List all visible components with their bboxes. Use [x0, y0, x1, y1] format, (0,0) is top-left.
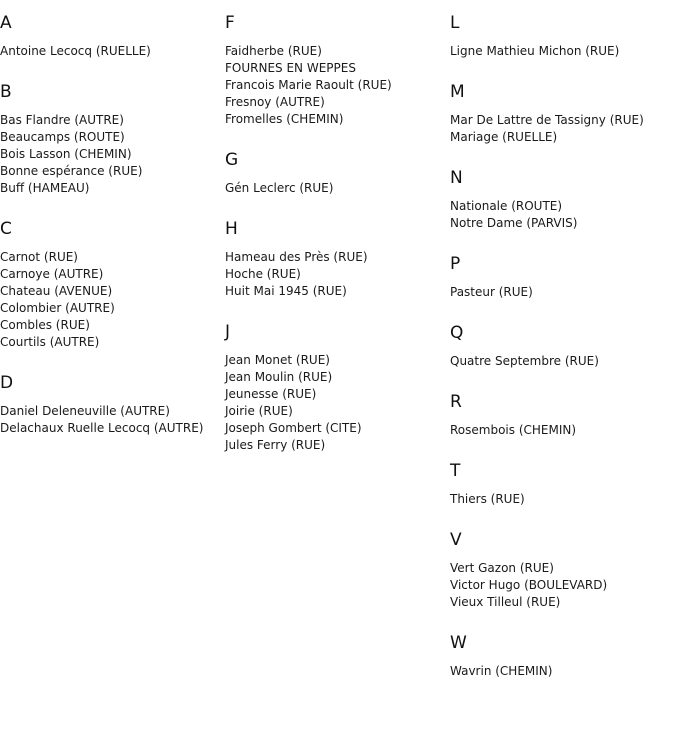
street-list	[450, 353, 675, 370]
list-item	[450, 43, 675, 60]
letter-heading: T	[450, 461, 461, 481]
street-list	[225, 249, 450, 300]
letter-group	[450, 13, 675, 60]
list-item	[450, 560, 675, 577]
letter-heading: F	[225, 13, 235, 33]
list-item	[0, 266, 225, 283]
list-item	[450, 663, 675, 680]
street-link[interactable]: Nationale (ROUTE)	[450, 199, 563, 213]
street-link[interactable]: Notre Dame (PARVIS)	[450, 216, 578, 230]
list-item	[225, 352, 450, 369]
street-list	[0, 249, 225, 351]
street-link[interactable]: Pasteur (RUE)	[450, 285, 533, 299]
street-list	[0, 43, 225, 60]
street-link[interactable]: Bois Lasson (CHEMIN)	[0, 147, 132, 161]
street-list	[225, 352, 450, 454]
letter-heading: D	[0, 373, 14, 393]
street-link[interactable]: Hoche (RUE)	[225, 267, 301, 281]
list-item	[0, 146, 225, 163]
street-list	[450, 560, 675, 611]
street-link[interactable]: Bas Flandre (AUTRE)	[0, 113, 124, 127]
list-item	[0, 112, 225, 129]
letter-heading: P	[450, 254, 461, 274]
street-link[interactable]: Carnot (RUE)	[0, 250, 78, 264]
street-list	[450, 422, 675, 439]
street-link[interactable]: Courtils (AUTRE)	[0, 335, 100, 349]
street-link[interactable]: Joirie (RUE)	[225, 404, 293, 418]
list-item	[225, 266, 450, 283]
letter-heading: B	[0, 82, 12, 102]
street-link[interactable]: Combles (RUE)	[0, 318, 90, 332]
index-column	[0, 0, 225, 459]
street-link[interactable]: Bonne espérance (RUE)	[0, 164, 143, 178]
letter-group	[450, 82, 675, 146]
letter-group	[450, 530, 675, 611]
letter-heading: L	[450, 13, 460, 33]
list-item	[450, 491, 675, 508]
letter-group	[0, 373, 225, 437]
street-link[interactable]: Huit Mai 1945 (RUE)	[225, 284, 347, 298]
street-link[interactable]: Gén Leclerc (RUE)	[225, 181, 334, 195]
letter-heading: V	[450, 530, 462, 550]
street-link[interactable]: Fromelles (CHEMIN)	[225, 112, 344, 126]
letter-heading: C	[0, 219, 12, 239]
letter-group	[450, 392, 675, 439]
letter-heading: N	[450, 168, 463, 188]
letter-heading: A	[0, 13, 12, 33]
street-link[interactable]: Francois Marie Raoult (RUE)	[225, 78, 392, 92]
letter-group	[0, 13, 225, 60]
list-item	[0, 180, 225, 197]
list-item	[0, 334, 225, 351]
street-list	[225, 43, 450, 128]
street-link[interactable]: Antoine Lecocq (RUELLE)	[0, 44, 151, 58]
letter-group	[0, 82, 225, 197]
list-item	[450, 577, 675, 594]
letter-heading: W	[450, 633, 467, 653]
list-item	[450, 422, 675, 439]
list-item	[225, 369, 450, 386]
street-link[interactable]: Rosembois (CHEMIN)	[450, 423, 577, 437]
list-item	[450, 594, 675, 611]
letter-heading: M	[450, 82, 465, 102]
letter-group	[225, 322, 450, 454]
list-item	[0, 43, 225, 60]
street-link[interactable]: Thiers (RUE)	[450, 492, 525, 506]
list-item	[225, 249, 450, 266]
street-list	[450, 284, 675, 301]
list-item	[0, 317, 225, 334]
list-item	[450, 284, 675, 301]
street-list	[450, 112, 675, 146]
list-item	[225, 403, 450, 420]
street-link[interactable]: Mar De Lattre de Tassigny (RUE)	[450, 113, 644, 127]
list-item	[225, 386, 450, 403]
street-link[interactable]: Vert Gazon (RUE)	[450, 561, 554, 575]
street-list	[450, 198, 675, 232]
street-link[interactable]: Delachaux Ruelle Lecocq (AUTRE)	[0, 421, 204, 435]
street-link[interactable]: Wavrin (CHEMIN)	[450, 664, 553, 678]
letter-group	[450, 168, 675, 232]
street-list	[0, 403, 225, 437]
letter-heading: J	[225, 322, 231, 342]
street-link[interactable]: Joseph Gombert (CITE)	[225, 421, 362, 435]
letter-heading: G	[225, 150, 239, 170]
letter-group	[450, 254, 675, 301]
street-list	[450, 491, 675, 508]
street-list	[450, 663, 675, 680]
street-link[interactable]: Faidherbe (RUE)	[225, 44, 322, 58]
list-item	[225, 283, 450, 300]
street-link[interactable]: Ligne Mathieu Michon (RUE)	[450, 44, 620, 58]
letter-group	[450, 323, 675, 370]
list-item	[225, 60, 450, 77]
letter-group	[450, 633, 675, 680]
street-link[interactable]: Vieux Tilleul (RUE)	[450, 595, 561, 609]
list-item	[450, 112, 675, 129]
list-item	[225, 180, 450, 197]
street-link[interactable]: Chateau (AVENUE)	[0, 284, 113, 298]
street-link[interactable]: FOURNES EN WEPPES	[225, 61, 356, 75]
street-link[interactable]: Beaucamps (ROUTE)	[0, 130, 125, 144]
street-list	[0, 112, 225, 197]
street-link[interactable]: Mariage (RUELLE)	[450, 130, 558, 144]
letter-heading: Q	[450, 323, 464, 343]
street-link[interactable]: Jean Monet (RUE)	[225, 353, 330, 367]
list-item	[0, 129, 225, 146]
letter-group	[225, 150, 450, 197]
street-link[interactable]: Fresnoy (AUTRE)	[225, 95, 325, 109]
list-item	[450, 215, 675, 232]
list-item	[225, 437, 450, 454]
list-item	[0, 249, 225, 266]
street-link[interactable]: Quatre Septembre (RUE)	[450, 354, 599, 368]
list-item	[225, 77, 450, 94]
letter-heading: H	[225, 219, 238, 239]
letter-group	[450, 461, 675, 508]
list-item	[225, 43, 450, 60]
street-list	[225, 180, 450, 197]
street-link[interactable]: Hameau des Près (RUE)	[225, 250, 368, 264]
letter-group	[225, 219, 450, 300]
street-link[interactable]: Colombier (AUTRE)	[0, 301, 115, 315]
index-column	[450, 0, 675, 702]
list-item	[225, 94, 450, 111]
street-link[interactable]: Jean Moulin (RUE)	[225, 370, 333, 384]
list-item	[0, 403, 225, 420]
street-link[interactable]: Daniel Deleneuville (AUTRE)	[0, 404, 170, 418]
list-item	[0, 283, 225, 300]
street-link[interactable]: Victor Hugo (BOULEVARD)	[450, 578, 608, 592]
street-link[interactable]: Carnoye (AUTRE)	[0, 267, 104, 281]
list-item	[0, 420, 225, 437]
street-link[interactable]: Jeunesse (RUE)	[225, 387, 317, 401]
list-item	[450, 198, 675, 215]
list-item	[225, 111, 450, 128]
list-item	[0, 300, 225, 317]
list-item	[450, 129, 675, 146]
street-link[interactable]: Buff (HAMEAU)	[0, 181, 90, 195]
letter-heading: R	[450, 392, 462, 412]
street-list	[450, 43, 675, 60]
letter-group	[225, 13, 450, 128]
list-item	[450, 353, 675, 370]
list-item	[0, 163, 225, 180]
letter-group	[0, 219, 225, 351]
list-item	[225, 420, 450, 437]
index-column	[225, 0, 450, 476]
street-link[interactable]: Jules Ferry (RUE)	[225, 438, 326, 452]
